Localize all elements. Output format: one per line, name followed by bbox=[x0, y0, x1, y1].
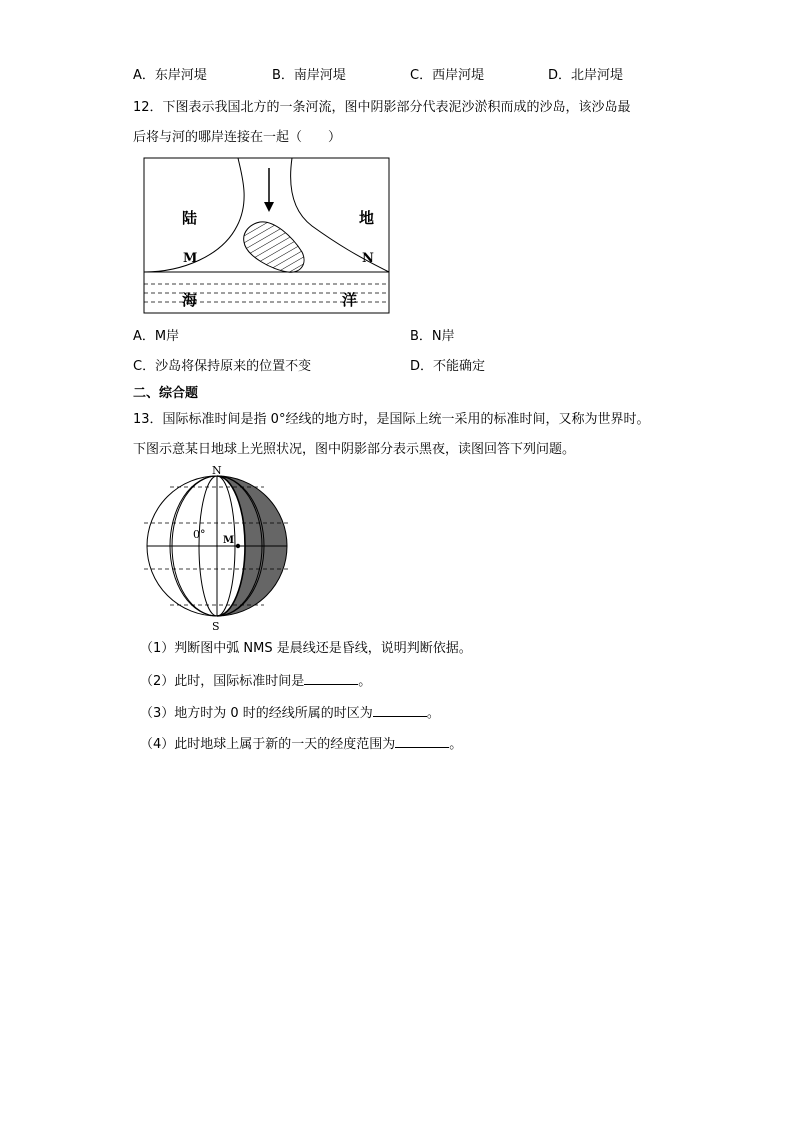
q13-sub3-text: （3）地方时为 0 时的经线所属的时区为 bbox=[140, 706, 373, 721]
section-title: 二、综合题 bbox=[133, 386, 199, 401]
point-m bbox=[236, 544, 240, 548]
answer-blank[interactable] bbox=[395, 735, 449, 748]
label-m: M bbox=[183, 251, 198, 266]
q12-option-a: A．M岸 bbox=[133, 329, 180, 344]
q13-sub1: （1）判断图中弧 NMS 是晨线还是昏线，说明判断依据。 bbox=[140, 641, 472, 656]
label-n-pole: N bbox=[212, 464, 222, 477]
q11-option-c: C．西岸河堤 bbox=[410, 68, 485, 83]
q11-option-d: D．北岸河堤 bbox=[548, 68, 624, 83]
q11-option-a: A．东岸河堤 bbox=[133, 68, 207, 83]
q13-sub3-row bbox=[140, 704, 440, 723]
end-mark: 。 bbox=[449, 737, 463, 752]
label-s-pole: S bbox=[212, 620, 220, 633]
q13-stem-line2: 下图示意某日地球上光照状况，图中阴影部分表示黑夜，读图回答下列问题。 bbox=[133, 442, 576, 457]
earth-illumination-figure bbox=[140, 462, 300, 634]
end-mark: 。 bbox=[358, 674, 372, 689]
label-di: 地 bbox=[359, 209, 375, 227]
label-zero-meridian: 0° bbox=[193, 528, 206, 541]
q12-stem-line1: 12．下图表示我国北方的一条河流，图中阴影部分代表泥沙淤积而成的沙岛，该沙岛最 bbox=[133, 100, 631, 115]
q12-option-d: D．不能确定 bbox=[410, 359, 486, 374]
q13-sub4-text: （4）此时地球上属于新的一天的经度范围为 bbox=[140, 737, 396, 752]
q13-sub2-row bbox=[140, 672, 371, 691]
river-sand-island-figure bbox=[142, 156, 392, 316]
q13-stem-line1: 13．国际标准时间是指 0°经线的地方时，是国际上统一采用的标准时间，又称为世界时。 bbox=[133, 412, 650, 427]
label-lu: 陆 bbox=[182, 209, 198, 227]
q13-sub2-text: （2）此时，国际标准时间是 bbox=[140, 674, 305, 689]
label-point-m: M bbox=[223, 535, 235, 546]
answer-blank[interactable] bbox=[304, 672, 358, 685]
label-yang: 洋 bbox=[342, 291, 358, 309]
end-mark: 。 bbox=[426, 706, 440, 721]
q12-option-b: B．N岸 bbox=[410, 329, 455, 344]
q12-option-c: C．沙岛将保持原来的位置不变 bbox=[133, 359, 312, 374]
q12-stem-line2: 后将与河的哪岸连接在一起（ ） bbox=[133, 130, 342, 145]
q13-sub4-row bbox=[140, 735, 462, 754]
label-n: N bbox=[362, 251, 374, 266]
answer-blank[interactable] bbox=[373, 704, 427, 717]
q11-option-b: B．南岸河堤 bbox=[272, 68, 346, 83]
label-hai: 海 bbox=[182, 291, 198, 309]
